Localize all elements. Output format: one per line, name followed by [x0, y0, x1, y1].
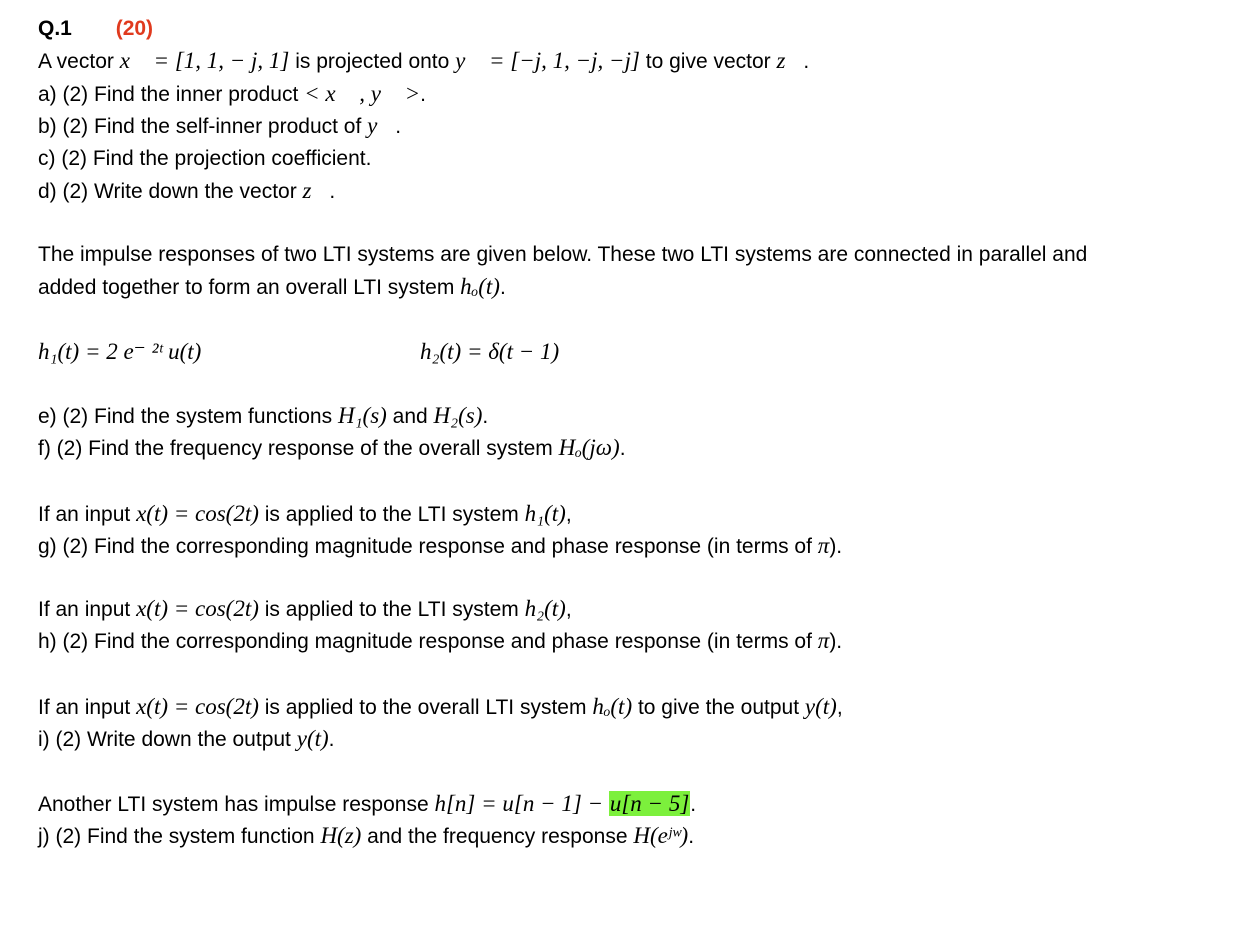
- input-h2-x-expr: x(t) = cos(2t): [136, 596, 259, 621]
- part-a: [38, 79, 426, 109]
- input-h1-text: If an input: [38, 503, 137, 526]
- vector-intro-end: .: [803, 50, 810, 73]
- part-g-end: ).: [829, 535, 843, 558]
- question-header: [38, 14, 153, 44]
- part-e-text: e) (2) Find the system functions: [38, 405, 338, 428]
- part-b-text: b) (2) Find the self-inner product of: [38, 115, 368, 138]
- vector-intro-text: A vector: [38, 50, 120, 73]
- part-d-end: .: [329, 180, 336, 203]
- lti-intro-line-1: [38, 240, 1087, 270]
- part-f-end: .: [619, 437, 626, 460]
- part-c-text: c) (2) Find the projection coefficient.: [38, 147, 372, 170]
- input-h2-end: ,: [565, 598, 572, 621]
- part-b: [38, 111, 401, 141]
- H-ejw-symbol: H(eʲʷ): [633, 823, 689, 848]
- part-i-math: y(t): [296, 726, 329, 751]
- part-j-text: j) (2) Find the system function: [38, 825, 321, 848]
- discrete-line: [38, 789, 696, 819]
- part-a-math: < x⃗ , y⃗ >: [304, 81, 421, 106]
- part-g-text: g) (2) Find the corresponding magnitude response and phase response (in terms of: [38, 535, 818, 558]
- input-h1-system: h₁(t): [524, 501, 566, 526]
- input-h2-system: h₂(t): [524, 596, 566, 621]
- discrete-end: .: [690, 793, 697, 816]
- H1-symbol: H₁(s): [337, 403, 387, 428]
- part-d-math: z⃗: [302, 178, 330, 203]
- Hz-symbol: H(z): [320, 823, 362, 848]
- input-overall-text: If an input: [38, 696, 137, 719]
- part-j-end: .: [688, 825, 695, 848]
- input-overall-text-3: to give the output: [632, 696, 805, 719]
- part-h-text: h) (2) Find the corresponding magnitude response and phase response (in terms of: [38, 630, 818, 653]
- H2-symbol: H₂(s): [433, 403, 483, 428]
- h2-equation: h₂(t) = δ(t − 1): [420, 339, 560, 364]
- part-i-text: i) (2) Write down the output: [38, 728, 297, 751]
- part-h-end: ).: [829, 630, 843, 653]
- input-overall-output: y(t): [804, 694, 837, 719]
- part-e: [38, 401, 488, 431]
- part-b-math: y⃗: [367, 113, 396, 138]
- input-overall-line: [38, 692, 843, 722]
- input-h2-text-2: is applied to the LTI system: [258, 598, 525, 621]
- part-j-mid: and the frequency response: [361, 825, 634, 848]
- input-h1-line: [38, 499, 572, 529]
- vector-intro-text-3: to give vector: [639, 50, 777, 73]
- vector-intro-text-2: is projected onto: [289, 50, 456, 73]
- part-a-end: .: [420, 83, 426, 106]
- highlighted-term: u[n − 5]: [609, 791, 690, 816]
- part-g: [38, 531, 842, 561]
- input-h1-x-expr: x(t) = cos(2t): [136, 501, 259, 526]
- lti-intro-text-2: added together to form an overall LTI system: [38, 276, 461, 299]
- lti-intro-text: The impulse responses of two LTI systems are given below. These two LTI systems are connected in parallel and: [38, 243, 1088, 266]
- h1-equation: h₁(t) = 2 e⁻ ²ᵗ u(t): [38, 339, 202, 364]
- part-i-end: .: [328, 728, 335, 751]
- discrete-h-expr: h[n] = u[n − 1] −: [434, 791, 609, 816]
- y-vector-expr: y⃗ = [−j, 1, −j, −j]: [455, 48, 640, 73]
- part-e-mid: and: [386, 405, 434, 428]
- Ho-jw-symbol: Hₒ(jω): [558, 435, 620, 460]
- discrete-text: Another LTI system has impulse response: [38, 793, 435, 816]
- input-h2-line: [38, 594, 572, 624]
- input-overall-end: ,: [836, 696, 843, 719]
- ho-symbol: hₒ(t): [460, 274, 500, 299]
- input-h1-end: ,: [565, 503, 572, 526]
- part-f-text: f) (2) Find the frequency response of the overall system: [38, 437, 559, 460]
- part-a-text: a) (2) Find the inner product: [38, 83, 305, 106]
- part-h-pi: π: [817, 628, 830, 653]
- input-h1-text-2: is applied to the LTI system: [258, 503, 525, 526]
- part-j: [38, 821, 694, 851]
- input-overall-x-expr: x(t) = cos(2t): [136, 694, 259, 719]
- x-vector-expr: x⃗ = [1, 1, − j, 1]: [119, 48, 290, 73]
- lti-intro-line-2: [38, 272, 506, 302]
- impulse-responses: [38, 337, 560, 367]
- input-h2-text: If an input: [38, 598, 137, 621]
- part-h: [38, 626, 842, 656]
- question-marks: (20): [115, 17, 154, 40]
- part-i: [38, 724, 335, 754]
- lti-intro-end: .: [499, 276, 506, 299]
- input-overall-system: hₒ(t): [592, 694, 633, 719]
- vector-intro: [38, 46, 809, 76]
- part-e-end: .: [482, 405, 489, 428]
- part-f: [38, 433, 626, 463]
- part-g-pi: π: [817, 533, 830, 558]
- part-b-end: .: [395, 115, 402, 138]
- input-overall-text-2: is applied to the overall LTI system: [258, 696, 593, 719]
- z-vector-symbol: z⃗: [776, 48, 804, 73]
- part-d-text: d) (2) Write down the vector: [38, 180, 303, 203]
- question-number: Q.1: [38, 17, 72, 40]
- part-d: [38, 176, 335, 206]
- part-c: [38, 144, 371, 174]
